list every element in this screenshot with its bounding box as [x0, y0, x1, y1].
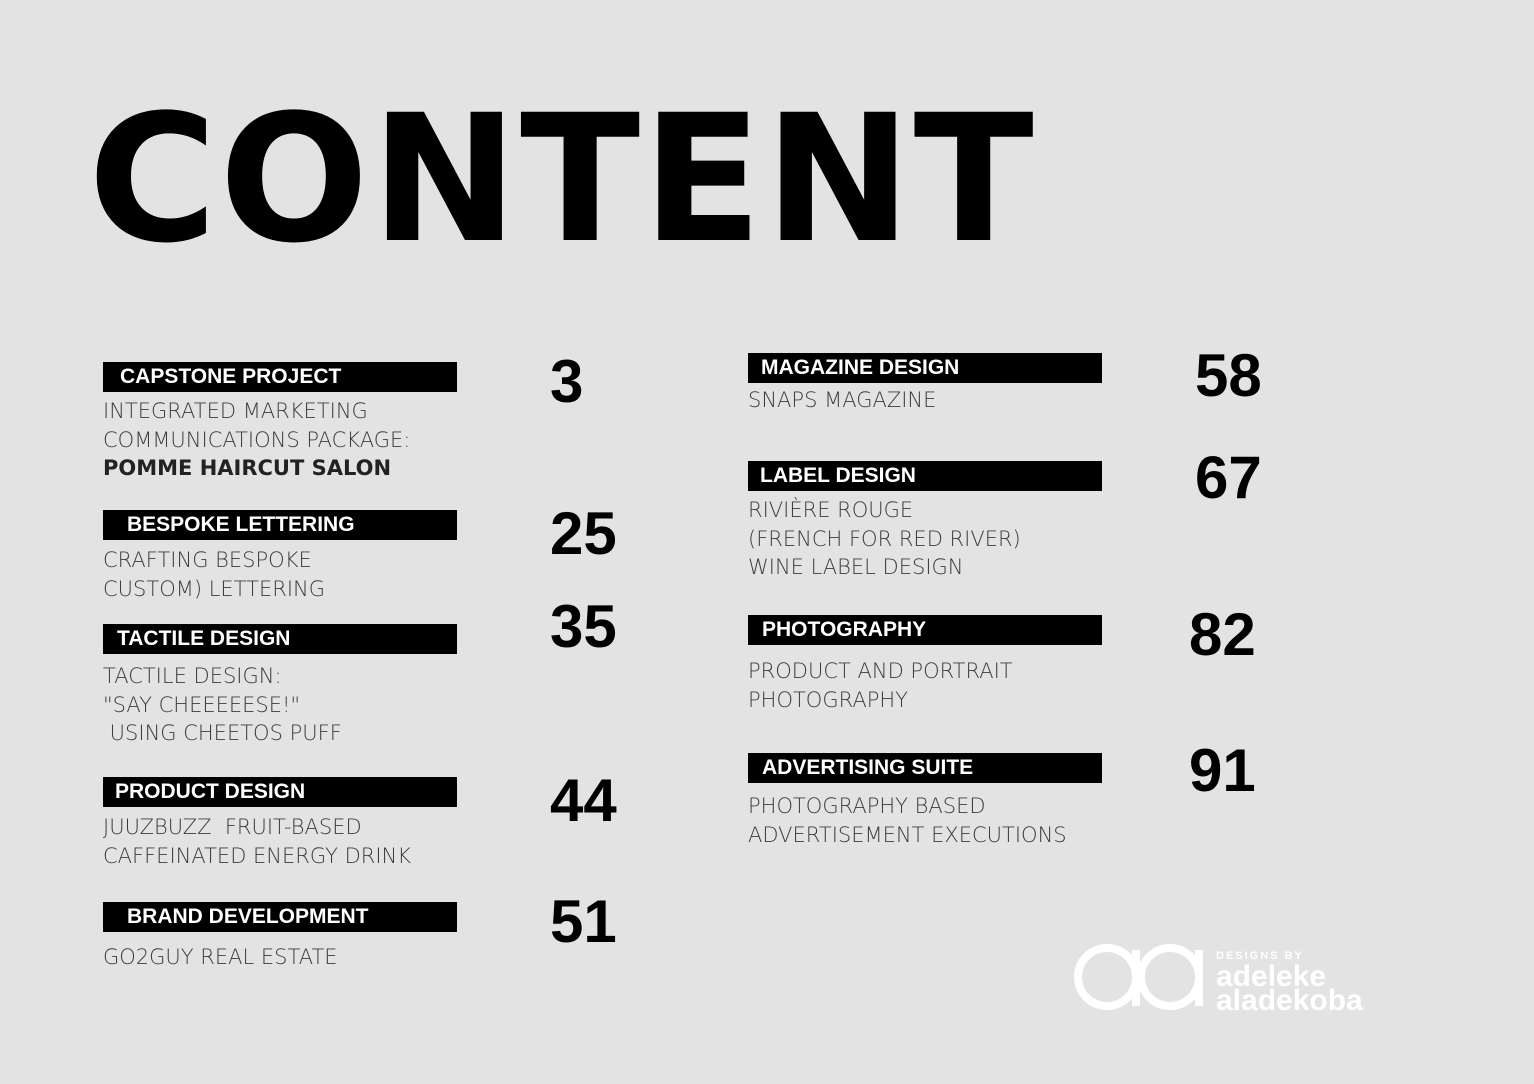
page-number: 91 — [1189, 737, 1256, 804]
page-number: 44 — [550, 767, 617, 834]
logo-tagline: DESIGNS BY — [1216, 950, 1304, 962]
section-heading: MAGAZINE DESIGN — [748, 353, 1102, 383]
page-title: CONTENT — [88, 77, 1036, 282]
section-heading: TACTILE DESIGN — [103, 624, 457, 654]
section-heading: PHOTOGRAPHY — [748, 615, 1102, 645]
section-description-text: INTEGRATED MARKETING COMMUNICATIONS PACKAGE: — [103, 399, 411, 452]
section-description: CRAFTING BESPOKE CUSTOM) LETTERING — [103, 548, 325, 601]
section-heading: BRAND DEVELOPMENT — [103, 902, 457, 932]
section-description — [103, 397, 410, 483]
section-description: PRODUCT AND PORTRAIT PHOTOGRAPHY — [748, 659, 1013, 712]
page-number: 25 — [550, 500, 617, 567]
logo-name-line1: adeleke — [1216, 960, 1327, 993]
section-description: PHOTOGRAPHY BASED ADVERTISEMENT EXECUTIONS — [748, 794, 1067, 847]
section-description: TACTILE DESIGN: "SAY CHEEEEESE!" USING CHEETOS PUFF — [103, 664, 342, 745]
section-heading: LABEL DESIGN — [748, 461, 1102, 491]
section-heading: BESPOKE LETTERING — [103, 510, 457, 540]
page-number: 67 — [1195, 444, 1262, 511]
section-heading: CAPSTONE PROJECT — [103, 362, 457, 392]
page-number: 58 — [1195, 342, 1262, 409]
section-description: SNAPS MAGAZINE — [748, 388, 937, 412]
section-description-highlight: POMME HAIRCUT SALON — [103, 456, 392, 480]
page-number: 35 — [550, 593, 617, 660]
section-description: GO2GUY REAL ESTATE — [103, 945, 338, 969]
page-number: 82 — [1189, 601, 1256, 668]
section-description: JUUZBUZZ FRUIT-BASED CAFFEINATED ENERGY DRINK — [103, 815, 412, 868]
section-heading: ADVERTISING SUITE — [748, 753, 1102, 783]
section-heading: PRODUCT DESIGN — [103, 777, 457, 807]
section-description: RIVIÈRE ROUGE (FRENCH FOR RED RIVER) WINE LABEL DESIGN — [748, 498, 1021, 579]
aa-monogram-icon — [1070, 940, 1210, 1012]
logo-name-line2: aladekoba — [1216, 984, 1363, 1017]
designer-logo — [1070, 940, 1370, 1015]
page-number: 3 — [550, 348, 584, 415]
page-number: 51 — [550, 888, 617, 955]
